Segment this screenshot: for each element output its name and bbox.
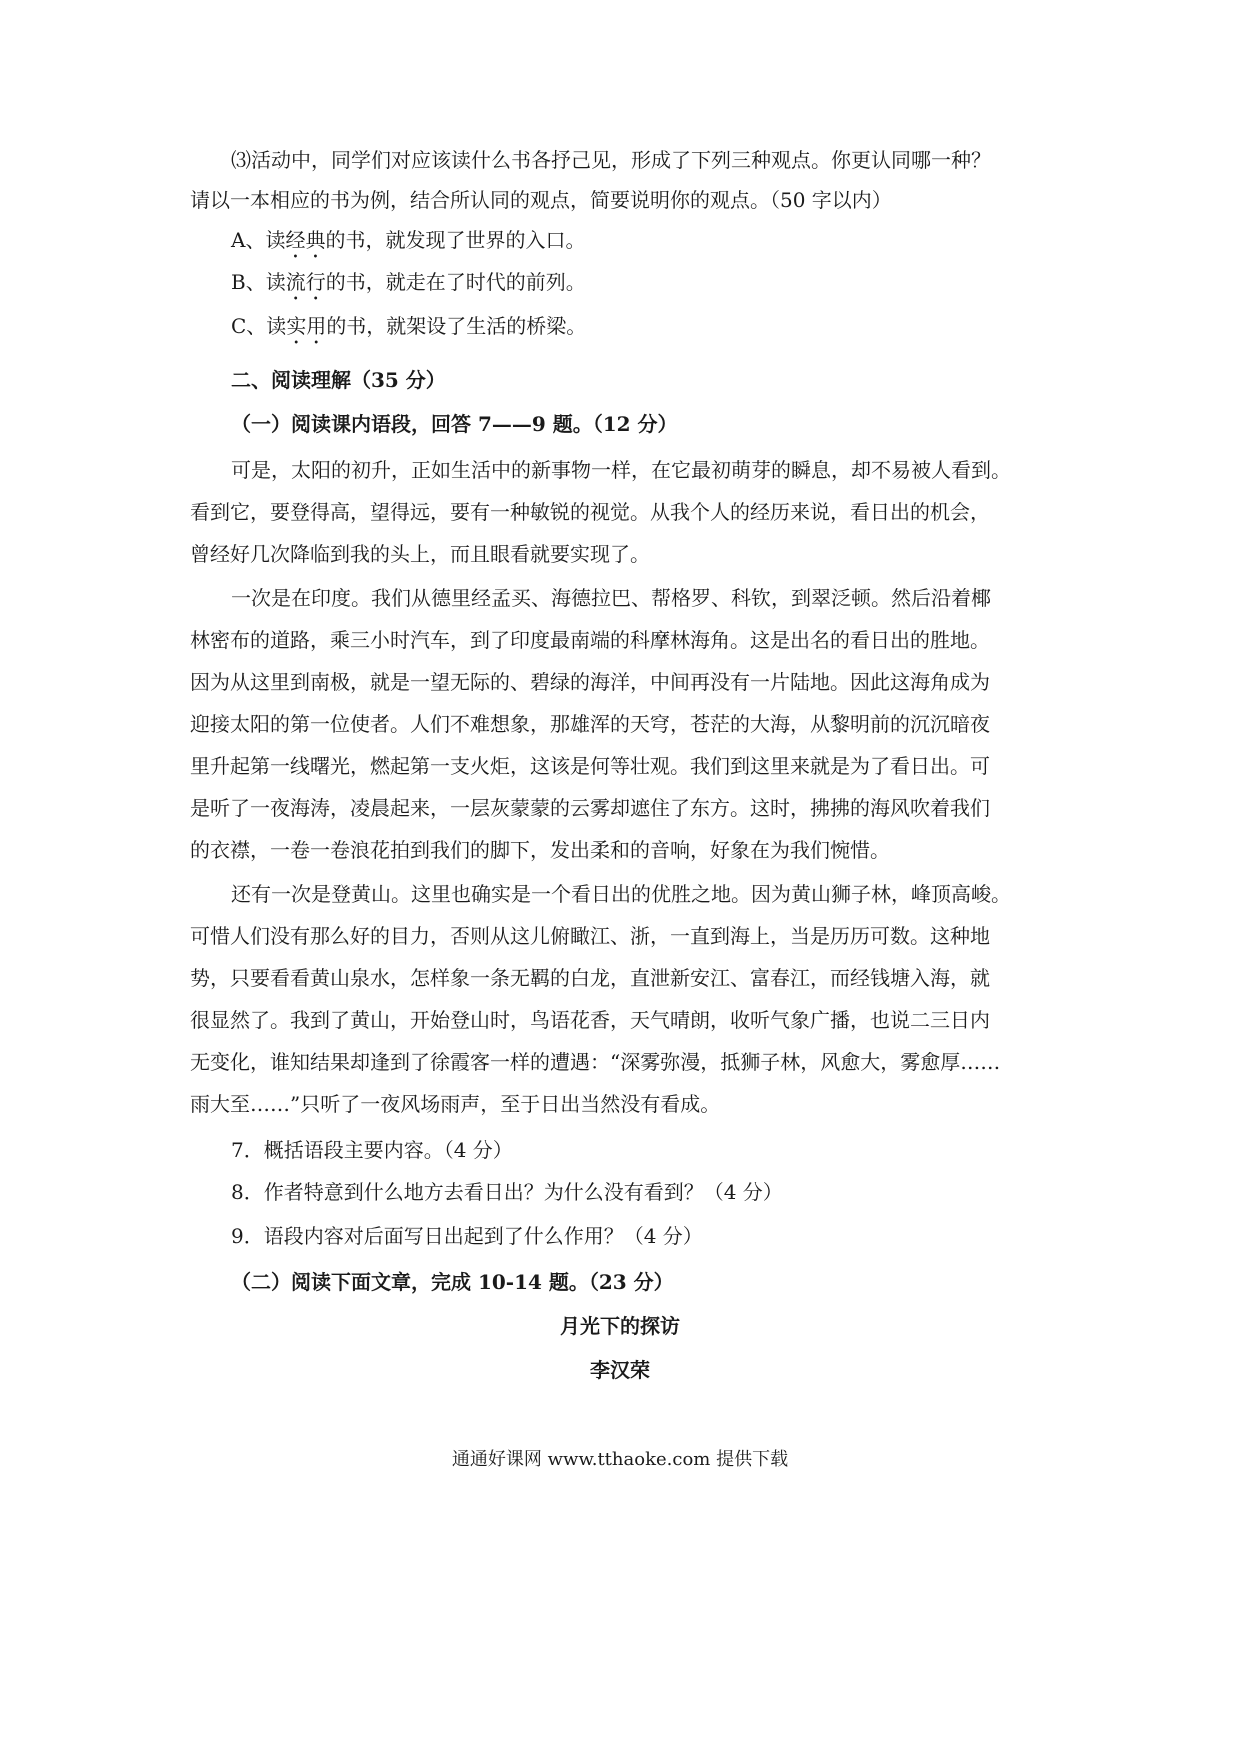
article-author: 李汉荣 bbox=[590, 1358, 650, 1382]
passage-line-13: 势，只要看看黄山泉水，怎样象一条无羁的白龙，直泄新安江、富春江，而经钱塘入海，就 bbox=[190, 966, 990, 990]
question-9: 9．语段内容对后面写日出起到了什么作用？（4 分） bbox=[231, 1224, 703, 1248]
article-title: 月光下的探访 bbox=[560, 1314, 680, 1338]
option-c-emphasis: 实用 bbox=[286, 314, 327, 338]
passage-line-6: 因为从这里到南极，就是一望无际的、碧绿的海洋，中间再没有一片陆地。因此这海角成为 bbox=[190, 670, 990, 694]
passage-line-14: 很显然了。我到了黄山，开始登山时，鸟语花香，天气晴朗，收听气象广播，也说二三日内 bbox=[190, 1008, 990, 1032]
passage-line-16: 雨大至……”只听了一夜风场雨声，至于日出当然没有看成。 bbox=[190, 1092, 721, 1116]
option-b-emphasis: 流行 bbox=[285, 270, 326, 294]
option-a-suffix: 的书，就发现了世界的入口。 bbox=[325, 228, 586, 252]
option-b bbox=[231, 268, 1121, 305]
option-b-prefix: B、读 bbox=[231, 270, 286, 294]
section-2-title: 二、阅读理解（35 分） bbox=[231, 368, 446, 392]
passage-line-11: 还有一次是登黄山。这里也确实是一个看日出的优胜之地。因为黄山狮子林，峰顶高峻。 bbox=[231, 882, 1011, 906]
passage-line-12: 可惜人们没有那么好的目力，否则从这儿俯瞰江、浙，一直到海上，当是历历可数。这种地 bbox=[190, 924, 990, 948]
passage-line-7: 迎接太阳的第一位使者。人们不难想象，那雄浑的天穹，苍茫的大海，从黎明前的沉沉暗夜 bbox=[190, 712, 990, 736]
page-footer: 通通好课网 www.tthaoke.com 提供下载 bbox=[451, 1449, 789, 1470]
option-a bbox=[231, 226, 1121, 263]
option-b-suffix: 的书，就走在了时代的前列。 bbox=[325, 270, 586, 294]
passage-line-15: 无变化，谁知结果却逢到了徐霞客一样的遭遇：“深雾弥漫，抵狮子林，风愈大，雾愈厚…… bbox=[190, 1050, 1001, 1074]
part-1-title: （一）阅读课内语段，回答 7——9 题。（12 分） bbox=[231, 412, 678, 436]
question-3-line-2: 请以一本相应的书为例，结合所认同的观点，简要说明你的观点。（50 字以内） bbox=[190, 188, 892, 212]
passage-line-9: 是听了一夜海涛，凌晨起来，一层灰蒙蒙的云雾却遮住了东方。这时，拂拂的海风吹着我们 bbox=[190, 796, 990, 820]
question-7: 7．概括语段主要内容。（4 分） bbox=[231, 1138, 513, 1162]
question-8: 8．作者特意到什么地方去看日出？为什么没有看到？（4 分） bbox=[231, 1180, 783, 1204]
option-c-suffix: 的书，就架设了生活的桥梁。 bbox=[326, 314, 587, 338]
option-a-emphasis: 经典 bbox=[285, 228, 326, 252]
question-3-line-1: ⑶活动中，同学们对应该读什么书各抒己见，形成了下列三种观点。你更认同哪一种？ bbox=[231, 148, 991, 172]
passage-line-4: 一次是在印度。我们从德里经孟买、海德拉巴、帮格罗、科钦，到翠泛顿。然后沿着椰 bbox=[231, 586, 991, 610]
passage-line-8: 里升起第一线曙光，燃起第一支火炬，这该是何等壮观。我们到这里来就是为了看日出。可 bbox=[190, 754, 990, 778]
passage-line-2: 看到它，要登得高，望得远，要有一种敏锐的视觉。从我个人的经历来说，看日出的机会， bbox=[190, 500, 990, 524]
option-c bbox=[231, 312, 1121, 349]
passage-line-10: 的衣襟，一卷一卷浪花拍到我们的脚下，发出柔和的音响，好象在为我们惋惜。 bbox=[190, 838, 890, 862]
option-a-prefix: A、读 bbox=[231, 228, 286, 252]
passage-line-3: 曾经好几次降临到我的头上，而且眼看就要实现了。 bbox=[190, 542, 650, 566]
passage-line-5: 林密布的道路，乘三小时汽车，到了印度最南端的科摩林海角。这是出名的看日出的胜地。 bbox=[190, 628, 990, 652]
part-2-title: （二）阅读下面文章，完成 10-14 题。（23 分） bbox=[231, 1270, 674, 1294]
option-c-prefix: C、读 bbox=[231, 314, 287, 338]
passage-line-1: 可是，太阳的初升，正如生活中的新事物一样，在它最初萌芽的瞬息，却不易被人看到。 bbox=[231, 458, 1011, 482]
